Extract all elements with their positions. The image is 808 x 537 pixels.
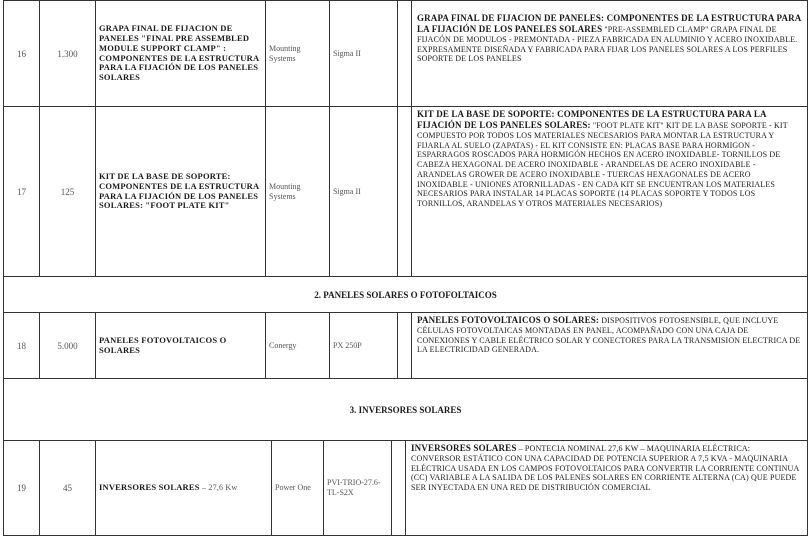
table-row [4,441,808,536]
item-detail-title: GRAPA FINAL DE FIJACION DE PANELES: COMPONENTES DE LA ESTRUCTURA PARA LA FIJACIÓN DE LOS PANELES SOLARES [417,13,801,34]
item-description: GRAPA FINAL DE FIJACION DE PANELES "FINAL PRE ASSEMBLED MODULE SUPPORT CLAMP" : COMPONENTES DE LA ESTRUCTURA PARA LA FIJACIÓN DE LOS PANELES SOLARES [96,1,266,107]
item-model: PVI-TRIO-27.6-TL-S2X [324,441,392,536]
item-description-suffix: – 27,6 Kw [202,483,238,493]
item-quantity: 1.300 [40,1,96,107]
spacer-cell [398,313,412,379]
item-detail-text: DISPOSITIVOS FOTOSENSIBLE, QUE INCLUYE CÉLULAS FOTOVOLTAICAS MONTADAS EN PANEL, ACOMPAÑADO CON UNA CAJA DE CONEXIONES Y CABLE ELÉCTRICO SOLAR Y CONECTORES PARA LA TRANSMISION ELECTRICA DE LA ELECTRICIDAD GENERADA. [417,316,801,355]
spacer-cell [392,441,406,536]
section-row [4,379,808,441]
item-detail-text: – PONTECIA NOMINAL 27,6 KW – MAQUINARIA ELÉCTRICA: CONVERSOR ESTÁTICO CON UNA CAPACIDAD DE POTENCIA SUPERIOR A 7,5 KVA - MAQUINARIA ELÉCTRICA USADA EN LOS CAMPOS FOTOVOLTAICOS PARA CONVERTIR LA CORRIENTE CONTINUA (CC) VARIABLE A LA SALIDA DE LOS PALENES SOLARES EN CORRIENTE ALTERNA (CA) QUE PUEDE SER INYECTADA EN UNA RED DE DISTRIBUCIÓN COMERCIAL [411,444,799,493]
item-model: Sigma II [330,1,398,107]
spacer-cell [398,107,412,277]
section-row [4,277,808,313]
item-description: PANELES FOTOVOLTAICOS O SOLARES [96,313,266,379]
item-brand: Power One [272,441,324,536]
item-detail [412,313,808,379]
item-detail-title: KIT DE LA BASE DE SOPORTE: COMPONENTES DE LA ESTRUCTURA PARA LA FIJACIÓN DE LOS PANELES SOLARES: [417,109,767,130]
item-brand: Mounting Systems [266,107,330,277]
item-number: 18 [4,313,40,379]
item-brand: Conergy [266,313,330,379]
spacer-cell [398,1,412,107]
item-quantity: 5.000 [40,313,96,379]
item-detail-text: "PRE-ASSEMBLED CLAMP" GRAPA FINAL DE FIJACÓN DE MODULOS - PREMONTADA - PIEZA FABRICADA EN ALUMINIO Y ACERO INOXIDABLE. EXPRESAMENTE DISEÑADA Y FABRICADA PARA FIJAR LOS PANELES SOLARES A LOS PERFILES SOPORTE DE LOS PANELES [417,24,798,64]
item-detail [406,441,808,536]
item-number: 17 [4,107,40,277]
item-model: PX 250P [330,313,398,379]
item-model: Sigma II [330,107,398,277]
table-row [4,107,808,277]
item-detail [412,1,808,107]
table-row [4,313,808,379]
item-number: 16 [4,1,40,107]
item-number: 19 [4,441,40,536]
item-description [96,441,272,536]
item-detail-title: PANELES FOTOVOLTAICOS O SOLARES: [417,315,600,325]
item-description: KIT DE LA BASE DE SOPORTE: COMPONENTES DE LA ESTRUCTURA PARA LA FIJACIÓN DE LOS PANELES SOLARES: "FOOT PLATE KIT" [96,107,266,277]
section-heading-3: 3. INVERSORES SOLARES [4,379,808,441]
item-detail [412,107,808,277]
item-quantity: 125 [40,107,96,277]
section-heading-2: 2. PANELES SOLARES O FOTOFOLTAICOS [4,277,808,313]
item-description-main: INVERSORES SOLARES [99,482,200,493]
item-brand: Mounting Systems [266,1,330,107]
item-detail-text: "FOOT PLATE KIT" KIT DE LA BASE SOPORTE - KIT COMPUESTO POR TODOS LOS MATERIALES NECESARIOS PARA MONTAR LA ESTRUCTURA Y FIJARLA AL SUELO (ZAPATAS) - EL KIT CONSISTE EN: PLACAS BASE PARA HORMIGON - ESPARRAGOS ROSCADOS PARA HORMIGÓN HECHOS EN ACERO INOXIDABLE- TORNILLOS DE CABEZA HEXAGONAL DE ACERO INOXIDABLE - ARANDELAS DE ACERO INOXIDABLE - ARANDELAS GROWER DE ACERO INOXIDABLE - TUERCAS HEXAGONALES DE ACERO INOXIDABLE - UNIONES ATORNILLADAS - EN CADA KIT SE ENCUENTRAN LOS MATERIALES NECESARIOS PARA INSTALAR 14 PLACAS SOPORTE (14 PLACAS SOPORTE Y TODOS LOS TORNILLOS, ARANDELAS Y OTROS MATERIALES NECESARIOS) [417,120,788,209]
table-row [4,1,808,107]
item-detail-title: INVERSORES SOLARES [411,443,517,453]
items-table [3,0,808,441]
item-quantity: 45 [40,441,96,536]
inverter-table [3,440,808,536]
